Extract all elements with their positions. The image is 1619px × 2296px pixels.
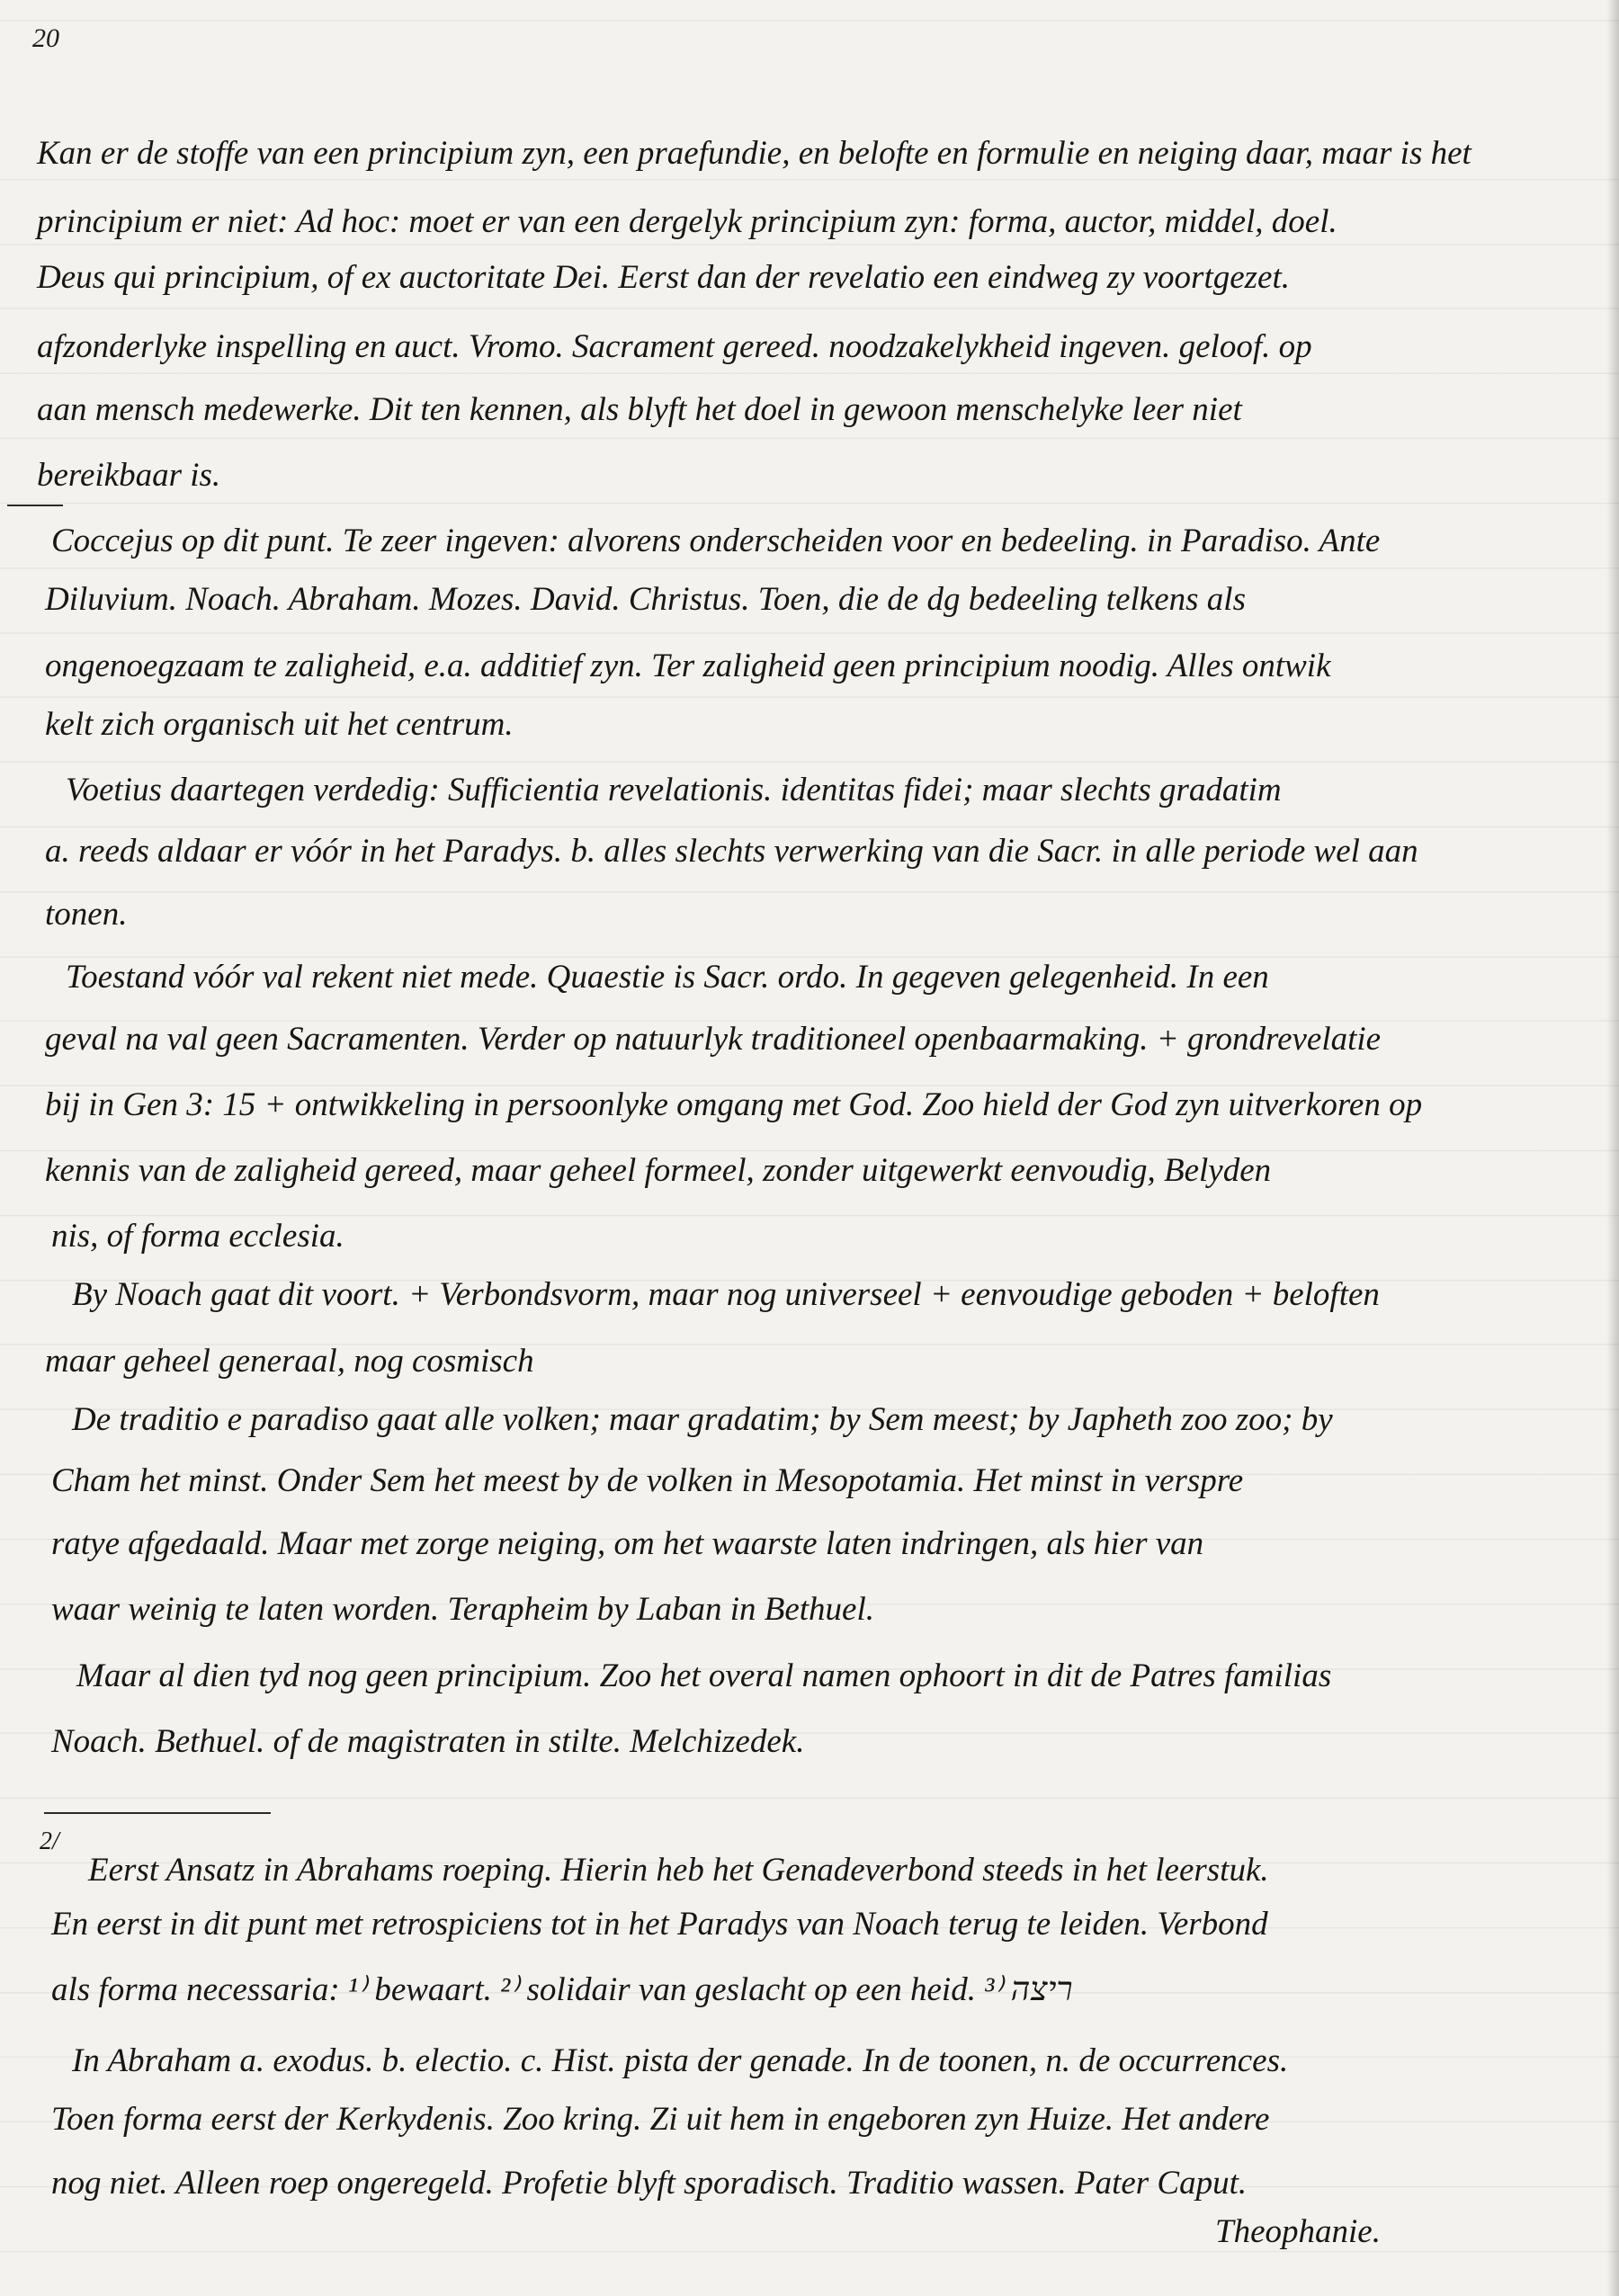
footnote-line: nog niet. Alleen roep ongeregeld. Profetie blyft sporadisch. Traditio wassen. Pater Caput. <box>51 2165 1248 2202</box>
manuscript-line: kelt zich organisch uit het centrum. <box>45 706 514 743</box>
page-number: 20 <box>32 23 59 53</box>
footnote-rule <box>44 1812 271 1814</box>
footnote-line: Theophanie. <box>1215 2213 1381 2250</box>
section-divider <box>7 505 63 506</box>
manuscript-line: maar geheel generaal, nog cosmisch <box>45 1343 534 1380</box>
manuscript-line: principium er niet: Ad hoc: moet er van een dergelyk principium zyn: forma, auctor, middel, doel. <box>37 203 1337 240</box>
footnote-line: In Abraham a. exodus. b. electio. c. Hist. pista der genade. In de toonen, n. de occurrences. <box>72 2042 1289 2079</box>
manuscript-line: Diluvium. Noach. Abraham. Mozes. David. Christus. Toen, die de dg bedeeling telkens als <box>45 581 1246 618</box>
manuscript-line: Voetius daartegen verdedig: Sufficientia revelationis. identitas fidei; maar slechts gradatim <box>66 772 1282 809</box>
page-edge-shadow <box>1606 0 1619 2296</box>
manuscript-line: Noach. Bethuel. of de magistraten in stilte. Melchizedek. <box>51 1723 805 1760</box>
manuscript-line: ratye afgedaald. Maar met zorge neiging, om het waarste laten indringen, als hier van <box>51 1525 1204 1562</box>
manuscript-line: Cham het minst. Onder Sem het meest by de volken in Mesopotamia. Het minst in verspre <box>51 1462 1244 1499</box>
footnote-line: als forma necessaria: ¹⁾ bewaart. ²⁾ solidair van geslacht op een heid. ³⁾ ריצה <box>51 1971 1073 2008</box>
manuscript-line: Deus qui principium, of ex auctoritate Dei. Eerst dan der revelatio een eindweg zy voortgezet. <box>37 259 1291 296</box>
footnote-line: Eerst Ansatz in Abrahams roeping. Hierin heb het Genadeverbond steeds in het leerstuk. <box>88 1852 1269 1889</box>
manuscript-line: tonen. <box>45 896 128 933</box>
footnote-marker: 2/ <box>40 1827 59 1855</box>
manuscript-line: Maar al dien tyd nog geen principium. Zoo het overal namen ophoort in dit de Patres familias <box>76 1657 1332 1694</box>
manuscript-line: afzonderlyke inspelling en auct. Vromo. Sacrament gereed. noodzakelykheid ingeven. geloof. op <box>37 328 1312 365</box>
manuscript-line: geval na val geen Sacramenten. Verder op natuurlyk traditioneel openbaarmaking. + grondrevelatie <box>45 1021 1382 1058</box>
manuscript-line: bij in Gen 3: 15 + ontwikkeling in persoonlyke omgang met God. Zoo hield der God zyn uitverkoren op <box>45 1086 1423 1123</box>
manuscript-line: waar weinig te laten worden. Terapheim by Laban in Bethuel. <box>51 1591 875 1628</box>
manuscript-line: nis, of forma ecclesia. <box>51 1218 344 1255</box>
manuscript-line: Toestand vóór val rekent niet mede. Quaestie is Sacr. ordo. In gegeven gelegenheid. In een <box>66 959 1269 996</box>
manuscript-line: Coccejus op dit punt. Te zeer ingeven: alvorens onderscheiden voor en bedeeling. in Paradiso. Ante <box>51 523 1381 559</box>
manuscript-line: aan mensch medewerke. Dit ten kennen, als blyft het doel in gewoon menschelyke leer niet <box>37 391 1242 428</box>
manuscript-line: De traditio e paradiso gaat alle volken; maar gradatim; by Sem meest; by Japheth zoo zoo; by <box>72 1401 1333 1438</box>
manuscript-line: kennis van de zaligheid gereed, maar geheel formeel, zonder uitgewerkt eenvoudig, Belyden <box>45 1152 1272 1189</box>
manuscript-line: By Noach gaat dit voort. + Verbondsvorm, maar nog universeel + eenvoudige geboden + beloften <box>72 1276 1380 1313</box>
manuscript-line: Kan er de stoffe van een principium zyn, een praefundie, en belofte en formulie en neiging daar, maar is het <box>37 135 1471 172</box>
footnote-line: Toen forma eerst der Kerkydenis. Zoo kring. Zi uit hem in engeboren zyn Huize. Het andere <box>51 2101 1270 2138</box>
manuscript-line: a. reeds aldaar er vóór in het Paradys. b. alles slechts verwerking van die Sacr. in alle periode wel aan <box>45 833 1418 870</box>
footnote-line: En eerst in dit punt met retrospiciens tot in het Paradys van Noach terug te leiden. Verbond <box>51 1906 1268 1943</box>
manuscript-line: bereikbaar is. <box>37 457 221 494</box>
manuscript-line: ongenoegzaam te zaligheid, e.a. additief zyn. Ter zaligheid geen principium noodig. Alles ontwik <box>45 648 1331 684</box>
